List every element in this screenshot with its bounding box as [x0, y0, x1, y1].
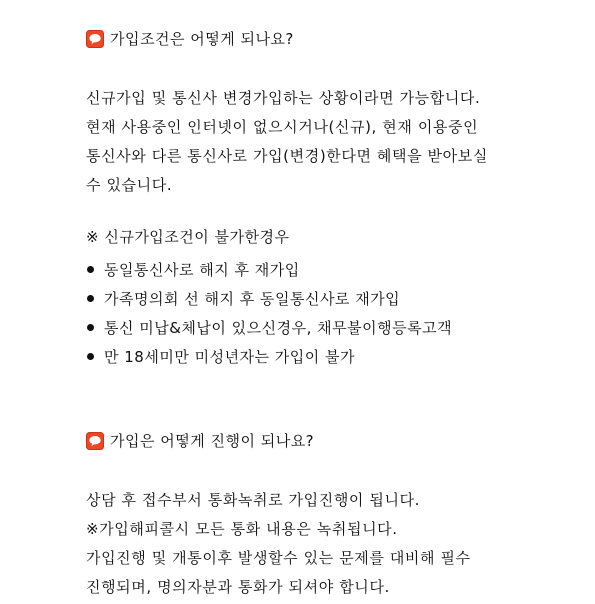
answer-line: 가입진행 및 개통이후 발생할수 있는 문제를 대비해 필수 — [86, 549, 471, 567]
speech-bubble-icon — [86, 432, 104, 450]
list-item-text: 만 18세미만 미성년자는 가입이 불가 — [104, 348, 356, 366]
bullet-icon — [87, 353, 94, 360]
answer-line: ※가입해피콜시 모든 통화 내용은 녹취됩니다. — [86, 520, 398, 538]
answer-line: 현재 사용중인 인터넷이 없으시거나(신규), 현재 이용중인 — [86, 118, 479, 136]
faq-question-heading-join-conditions — [86, 28, 294, 49]
faq-question-text: 가입조건은 어떻게 되나요? — [110, 30, 294, 48]
list-item-text: 가족명의회 선 해지 후 동일통신사로 재가입 — [104, 290, 401, 308]
answer-line: 신규가입 및 통신사 변경가입하는 상황이라면 가능합니다. — [86, 89, 481, 107]
list-item-text: 동일통신사로 해지 후 재가입 — [104, 261, 300, 279]
bullet-icon — [87, 324, 94, 331]
faq-answer-paragraph — [86, 84, 516, 200]
bullet-icon — [87, 295, 94, 302]
ineligible-cases-list — [86, 255, 452, 371]
bullet-icon — [87, 266, 94, 273]
ineligible-cases-title: ※ 신규가입조건이 불가한경우 — [86, 228, 290, 246]
answer-line: 진행되며, 명의자분과 통화가 되셔야 합니다. — [86, 578, 390, 596]
faq-question-text: 가입은 어떻게 진행이 되나요? — [110, 432, 315, 450]
list-item — [86, 313, 452, 342]
list-item — [86, 255, 452, 284]
list-item-text: 통신 미납&체납이 있으신경우, 채무불이행등록고객 — [104, 319, 453, 337]
answer-line: 상담 후 접수부서 통화녹취로 가입진행이 됩니다. — [86, 491, 421, 509]
answer-line: 통신사와 다른 통신사로 가입(변경)한다면 혜택을 받아보실 — [86, 147, 488, 165]
faq-question-heading-join-process — [86, 430, 314, 451]
list-item — [86, 284, 452, 313]
faq-answer-paragraph — [86, 486, 516, 602]
list-item — [86, 342, 452, 371]
speech-bubble-icon — [86, 30, 104, 48]
answer-line: 수 있습니다. — [86, 176, 173, 194]
